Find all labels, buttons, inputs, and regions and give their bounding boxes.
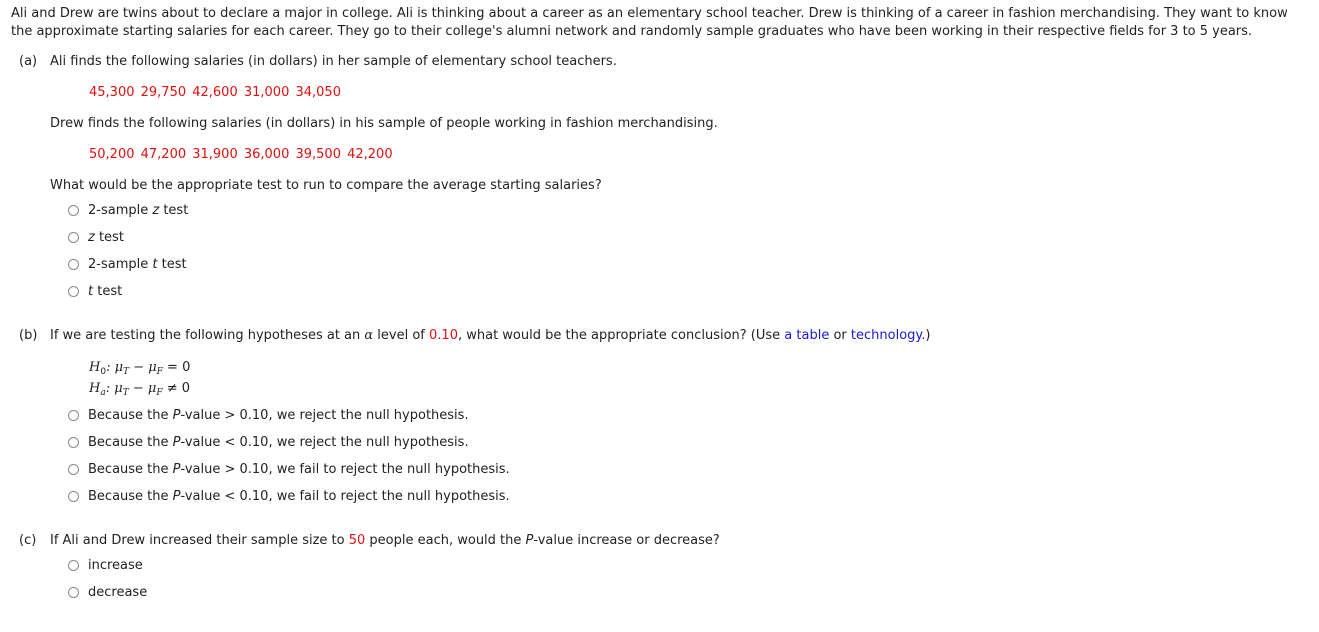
- option-pvalue-lt-fail-to-reject[interactable]: [68, 488, 510, 504]
- radio-button[interactable]: [68, 205, 79, 216]
- option-z-test[interactable]: [68, 229, 124, 245]
- radio-button[interactable]: [68, 437, 79, 448]
- null-hypothesis: $H_0$: $\mu_T - \mu_F = 0$: [89, 360, 191, 377]
- option-label: Because the P-value > 0.10, we fail to reject the null hypothesis.: [88, 461, 510, 477]
- option-decrease[interactable]: [68, 584, 147, 600]
- option-label: increase: [88, 557, 143, 573]
- part-c-question: If Ali and Drew increased their sample size to 50 people each, would the P-value increase or decrease?: [50, 533, 720, 548]
- option-pvalue-gt-reject[interactable]: [68, 407, 469, 423]
- ali-salary-values: 45,300 29,750 42,600 31,000 34,050: [89, 85, 341, 100]
- radio-button[interactable]: [68, 232, 79, 243]
- part-a-label: (a): [19, 54, 38, 69]
- radio-button[interactable]: [68, 259, 79, 270]
- drew-salary-values: 50,200 47,200 31,900 36,000 39,500 42,200: [89, 147, 393, 162]
- alpha-symbol: α: [364, 328, 374, 343]
- problem-intro: Ali and Drew are twins about to declare a major in college. Ali is thinking about a career as an elementary school teacher. Drew is thinking of a career in fashion merchandising. They want to know the approximate starting salaries for each career. They go to their college's alumni network and randomly sample graduates who have been working in their respective fields for 3 to 5 years.: [11, 6, 1288, 39]
- part-b-question: If we are testing the following hypotheses at an α level of 0.10, what would be the appropriate conclusion? (Use a table or technology.): [50, 328, 931, 343]
- option-pvalue-gt-fail-to-reject[interactable]: [68, 461, 510, 477]
- option-increase[interactable]: [68, 557, 143, 573]
- option-2-sample-z-test[interactable]: [68, 202, 188, 218]
- option-label: Because the P-value < 0.10, we fail to reject the null hypothesis.: [88, 488, 510, 504]
- part-a-ali-text: Ali finds the following salaries (in dollars) in her sample of elementary school teachers.: [50, 54, 617, 69]
- alternative-hypothesis: $H_a$: $\mu_T - \mu_F \ne 0$: [89, 381, 190, 398]
- radio-button[interactable]: [68, 286, 79, 297]
- radio-button[interactable]: [68, 491, 79, 502]
- option-label: 2-sample t test: [88, 256, 187, 272]
- option-label: Because the P-value < 0.10, we reject the null hypothesis.: [88, 434, 469, 450]
- radio-button[interactable]: [68, 587, 79, 598]
- option-label: 2-sample z test: [88, 202, 189, 218]
- technology-link[interactable]: technology.: [850, 328, 926, 343]
- alpha-value: 0.10: [429, 328, 458, 343]
- option-t-test[interactable]: [68, 283, 122, 299]
- table-link[interactable]: a table: [784, 328, 830, 343]
- part-c-label: (c): [19, 533, 37, 548]
- radio-button[interactable]: [68, 560, 79, 571]
- option-label: Because the P-value > 0.10, we reject the null hypothesis.: [88, 407, 469, 423]
- option-label: decrease: [88, 584, 148, 600]
- option-2-sample-t-test[interactable]: [68, 256, 187, 272]
- radio-button[interactable]: [68, 410, 79, 421]
- part-b-label: (b): [19, 328, 38, 343]
- option-label: z test: [88, 229, 124, 245]
- part-a-drew-text: Drew finds the following salaries (in dollars) in his sample of people working in fashion merchandising.: [50, 116, 718, 131]
- option-label: t test: [88, 283, 123, 299]
- part-a-question: What would be the appropriate test to run to compare the average starting salaries?: [50, 178, 602, 193]
- radio-button[interactable]: [68, 464, 79, 475]
- option-pvalue-lt-reject[interactable]: [68, 434, 469, 450]
- sample-size-value: 50: [348, 533, 366, 548]
